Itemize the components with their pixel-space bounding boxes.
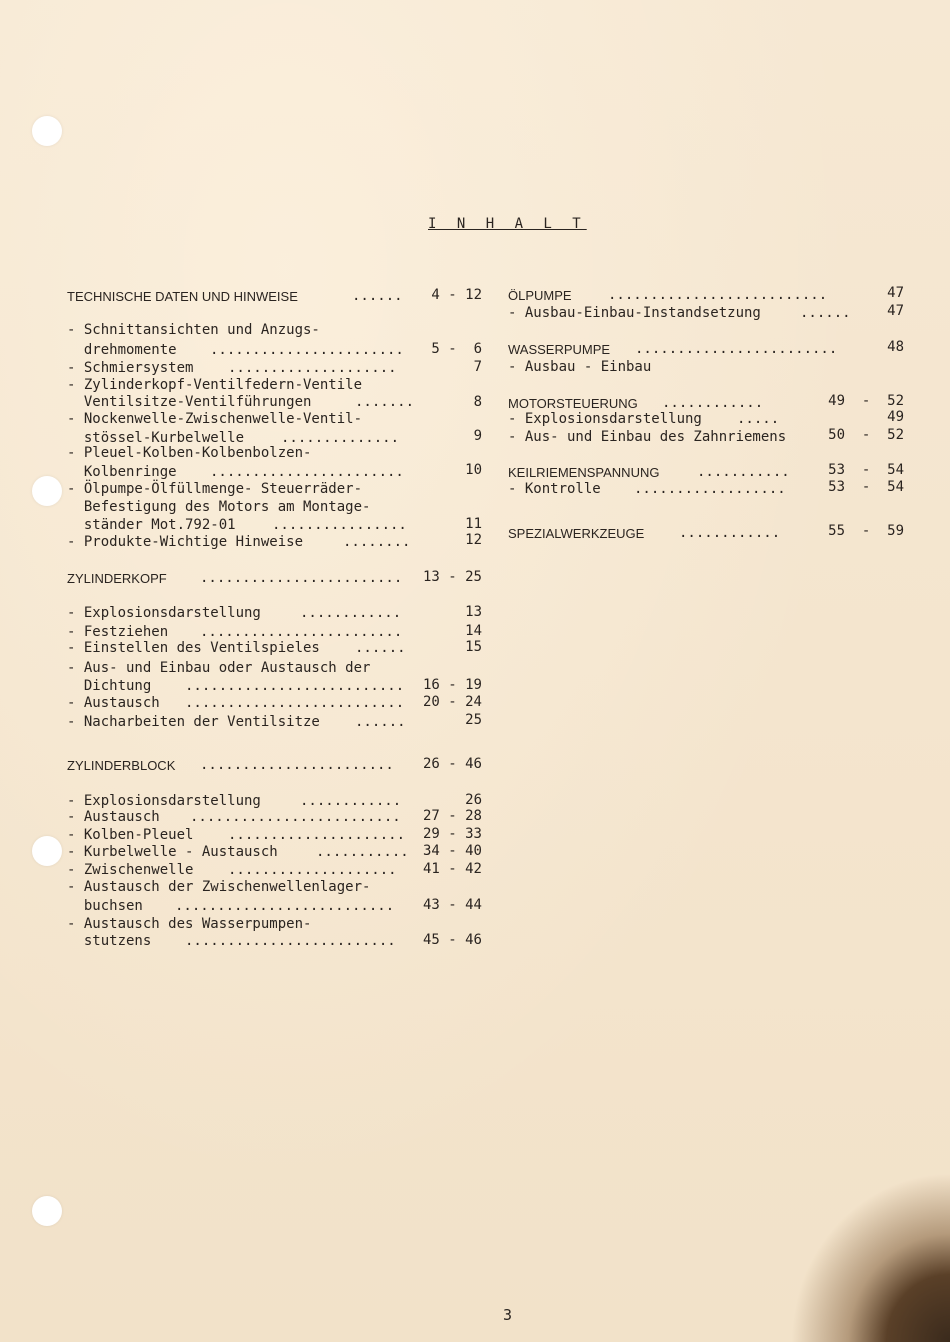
toc-leader: ....................... xyxy=(210,464,404,480)
toc-leader: ...... xyxy=(352,288,403,304)
toc-pages: 13 xyxy=(465,604,482,620)
toc-entry-line: - Schmiersystem xyxy=(67,360,194,376)
page-title: I N H A L T xyxy=(428,216,587,232)
punch-hole-lower xyxy=(32,836,62,866)
toc-entry-line: - Ausbau - Einbau xyxy=(508,359,652,375)
toc-entry-line: buchsen xyxy=(67,898,143,914)
toc-pages: 34 - 40 xyxy=(422,843,482,859)
toc-pages: 55 - 59 xyxy=(828,523,904,539)
toc-heading: WASSERPUMPE xyxy=(508,342,611,357)
punch-hole-top xyxy=(32,116,62,146)
toc-leader: ........... xyxy=(697,464,790,480)
toc-entry-line: - Explosionsdarstellung xyxy=(67,793,261,809)
toc-entry-line: - Aus- und Einbau des Zahnriemens xyxy=(508,429,787,445)
burn-mark xyxy=(790,1172,950,1342)
toc-entry-line: - Zwischenwelle xyxy=(67,862,194,878)
toc-pages: 50 - 52 xyxy=(828,427,904,443)
toc-leader: ............ xyxy=(679,525,781,541)
toc-heading: MOTORSTEUERUNG xyxy=(508,396,638,411)
toc-entry-line: - Explosionsdarstellung xyxy=(67,605,261,621)
toc-leader: ............ xyxy=(300,605,402,621)
toc-pages: 53 - 54 xyxy=(828,479,904,495)
toc-leader: ........... xyxy=(316,844,409,860)
toc-pages: 8 xyxy=(473,394,482,410)
toc-leader: ........................ xyxy=(200,624,403,640)
toc-leader: ......................... xyxy=(185,933,396,949)
toc-leader: ...... xyxy=(355,714,406,730)
toc-leader: .......................... xyxy=(185,678,405,694)
toc-entry-line: - Produkte-Wichtige Hinweise xyxy=(67,534,304,550)
toc-leader: ............ xyxy=(300,793,402,809)
toc-pages: 47 xyxy=(887,285,904,301)
toc-pages: 48 xyxy=(887,339,904,355)
toc-leader: .................... xyxy=(228,862,397,878)
toc-entry-line: - Austausch xyxy=(67,695,160,711)
toc-leader: ........................ xyxy=(200,570,403,586)
toc-pages: 11 xyxy=(465,516,482,532)
toc-leader: ...... xyxy=(800,305,851,321)
toc-pages: 13 - 25 xyxy=(422,569,482,585)
toc-pages: 7 xyxy=(473,359,482,375)
toc-pages: 25 xyxy=(465,712,482,728)
toc-entry-line: - Austausch der Zwischenwellenlager- xyxy=(67,879,371,895)
toc-pages: 20 - 24 xyxy=(422,694,482,710)
toc-entry-line: - Austausch xyxy=(67,809,160,825)
toc-entry-line: - Schnittansichten und Anzugs- xyxy=(67,322,320,338)
toc-pages: 16 - 19 xyxy=(422,677,482,693)
punch-hole-middle xyxy=(32,476,62,506)
toc-heading: ÖLPUMPE xyxy=(508,288,572,303)
toc-leader: .............. xyxy=(281,430,400,446)
toc-pages: 27 - 28 xyxy=(422,808,482,824)
toc-leader: ....................... xyxy=(210,342,404,358)
toc-heading: TECHNISCHE DATEN UND HINWEISE xyxy=(67,289,298,304)
page-number: 3 xyxy=(503,1306,513,1324)
toc-pages: 9 xyxy=(473,428,482,444)
toc-entry-line: - Einstellen des Ventilspieles xyxy=(67,640,320,656)
toc-entry-line: - Nacharbeiten der Ventilsitze xyxy=(67,714,320,730)
toc-leader: ......................... xyxy=(190,809,401,825)
toc-entry-line: - Zylinderkopf-Ventilfedern-Ventile xyxy=(67,377,363,393)
toc-pages: 49 - 52 xyxy=(828,393,904,409)
toc-entry-line: - Kurbelwelle - Austausch xyxy=(67,844,278,860)
toc-entry-line: - Kontrolle xyxy=(508,481,601,497)
toc-leader: .......................... xyxy=(185,695,405,711)
toc-pages: 49 xyxy=(887,409,904,425)
toc-heading: ZYLINDERKOPF xyxy=(67,571,167,586)
toc-entry-line: - Festziehen xyxy=(67,624,169,640)
toc-entry-line: Ventilsitze-Ventilführungen xyxy=(67,394,312,410)
toc-entry-line: - Aus- und Einbau oder Austausch der xyxy=(67,660,371,676)
toc-leader: ........ xyxy=(343,534,411,550)
toc-pages: 45 - 46 xyxy=(422,932,482,948)
toc-entry-line: Kolbenringe xyxy=(67,464,177,480)
toc-leader: .................. xyxy=(634,481,786,497)
toc-pages: 47 xyxy=(887,303,904,319)
toc-pages: 53 - 54 xyxy=(828,462,904,478)
toc-leader: ....................... xyxy=(200,757,394,773)
toc-pages: 4 - 12 xyxy=(431,287,482,303)
toc-entry-line: - Kolben-Pleuel xyxy=(67,827,194,843)
toc-entry-line: - Pleuel-Kolben-Kolbenbolzen- xyxy=(67,445,312,461)
toc-pages: 5 - 6 xyxy=(431,341,482,357)
toc-heading: SPEZIALWERKZEUGE xyxy=(508,526,645,541)
toc-leader: ...... xyxy=(355,640,406,656)
toc-leader: ....... xyxy=(355,394,415,410)
toc-pages: 12 xyxy=(465,532,482,548)
toc-pages: 29 - 33 xyxy=(422,826,482,842)
toc-entry-line: ständer Mot.792-01 xyxy=(67,517,236,533)
toc-leader: ..................... xyxy=(228,827,406,843)
toc-pages: 41 - 42 xyxy=(422,861,482,877)
toc-leader: .......................... xyxy=(608,287,828,303)
toc-entry-line: stössel-Kurbelwelle xyxy=(67,430,245,446)
punch-hole-bottom xyxy=(32,1196,62,1226)
toc-heading: KEILRIEMENSPANNUNG xyxy=(508,465,660,480)
toc-leader: .................... xyxy=(228,360,397,376)
toc-leader: ............ xyxy=(662,395,764,411)
toc-entry-line: stutzens xyxy=(67,933,152,949)
toc-entry-line: Befestigung des Motors am Montage- xyxy=(67,499,371,515)
toc-entry-line: - Ausbau-Einbau-Instandsetzung xyxy=(508,305,761,321)
toc-entry-line: - Austausch des Wasserpumpen- xyxy=(67,916,312,932)
toc-leader: ................ xyxy=(272,517,407,533)
toc-pages: 15 xyxy=(465,639,482,655)
toc-entry-line: - Nockenwelle-Zwischenwelle-Ventil- xyxy=(67,411,363,427)
toc-leader: ..... xyxy=(737,411,780,427)
toc-leader: .......................... xyxy=(175,898,395,914)
toc-entry-line: - Explosionsdarstellung xyxy=(508,411,702,427)
toc-entry-line: Dichtung xyxy=(67,678,152,694)
toc-leader: ........................ xyxy=(635,341,838,357)
toc-pages: 26 xyxy=(465,792,482,808)
toc-pages: 26 - 46 xyxy=(422,756,482,772)
toc-entry-line: - Ölpumpe-Ölfüllmenge- Steuerräder- xyxy=(67,481,363,497)
toc-pages: 14 xyxy=(465,623,482,639)
toc-entry-line: drehmomente xyxy=(67,342,177,358)
toc-heading: ZYLINDERBLOCK xyxy=(67,758,176,773)
toc-pages: 10 xyxy=(465,462,482,478)
toc-pages: 43 - 44 xyxy=(422,897,482,913)
